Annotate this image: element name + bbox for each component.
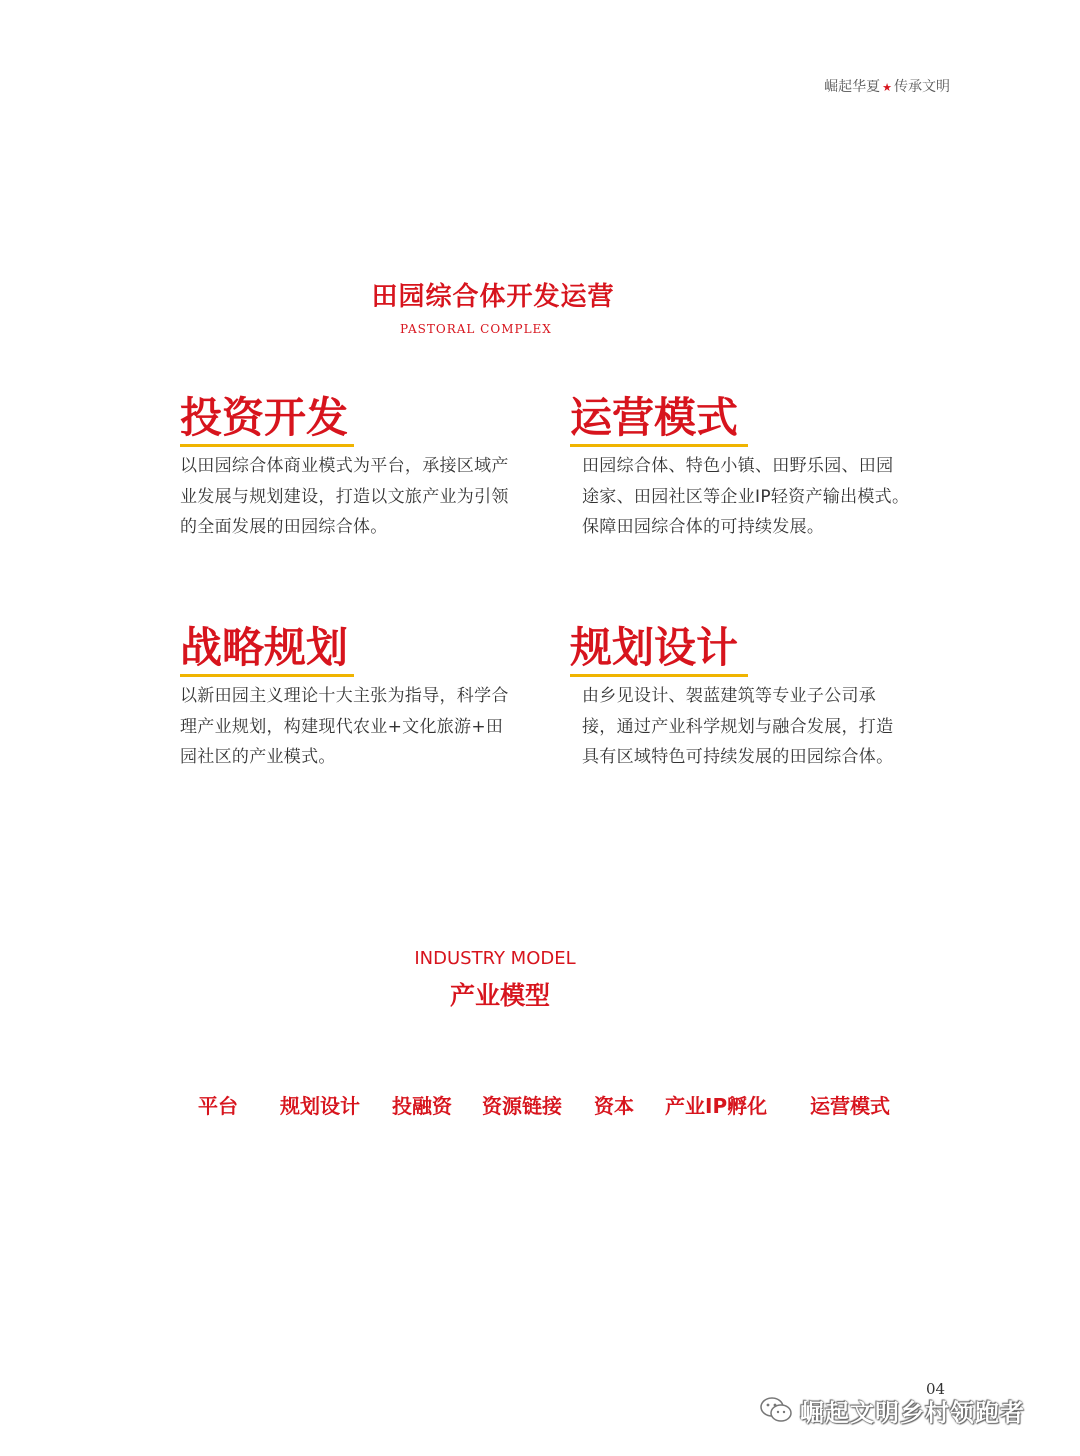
tagline-left: 崛起华夏: [824, 79, 881, 95]
heading-underline: [180, 674, 354, 677]
model-item-operation-mode: 运营模式: [810, 1094, 890, 1118]
heading-underline: [180, 444, 354, 447]
section-heading: 投资开发: [180, 393, 349, 442]
page-subtitle: PASTORAL COMPLEX: [400, 322, 552, 336]
section-body: 由乡见设计、袈蓝建筑等专业子公司承接，通过产业科学规划与融合发展，打造具有区域特色可持续发展的田园综合体。: [582, 686, 894, 767]
wechat-icon: [760, 1396, 792, 1424]
model-item-ip-incubation: 产业IP孵化: [665, 1094, 768, 1118]
model-item-resource-link: 资源链接: [482, 1094, 562, 1118]
heading-underline: [570, 444, 748, 447]
section-design: [570, 622, 910, 773]
section-investment: [180, 392, 520, 543]
section-body: 以田园综合体商业模式为平台，承接区域产业发展与规划建设，打造以文旅产业为引领的全面发展的田园综合体。: [180, 456, 509, 537]
page-number: 04: [926, 1380, 946, 1398]
section-body: 田园综合体、特色小镇、田野乐园、田园途家、田园社区等企业IP轻资产输出模式。保障田园综合体的可持续发展。: [582, 456, 910, 537]
section-strategy: [180, 622, 520, 773]
model-item-platform: 平台: [198, 1094, 238, 1118]
model-item-capital: 资本: [594, 1094, 634, 1118]
star-icon: ★: [882, 81, 892, 94]
heading-underline: [570, 674, 748, 677]
watermark: [760, 1392, 1060, 1428]
header-tagline: [800, 76, 950, 96]
section-body: 以新田园主义理论十大主张为指导，科学合理产业规划，构建现代农业+文化旅游+田园社区的产业模式。: [180, 686, 509, 767]
section-operation: [570, 392, 910, 543]
industry-model-title-cn: 产业模型: [449, 981, 550, 1010]
section-heading: 运营模式: [570, 393, 739, 442]
section-heading: 战略规划: [180, 623, 349, 672]
model-item-planning-design: 规划设计: [280, 1094, 360, 1118]
tagline-right: 传承文明: [894, 79, 950, 95]
industry-model-title-en: INDUSTRY MODEL: [414, 948, 576, 969]
watermark-text: 崛起文明乡村领跑者: [800, 1398, 1025, 1427]
section-heading: 规划设计: [570, 623, 739, 672]
model-item-investment-financing: 投融资: [392, 1094, 452, 1118]
page-title: 田园综合体开发运营: [371, 282, 615, 312]
